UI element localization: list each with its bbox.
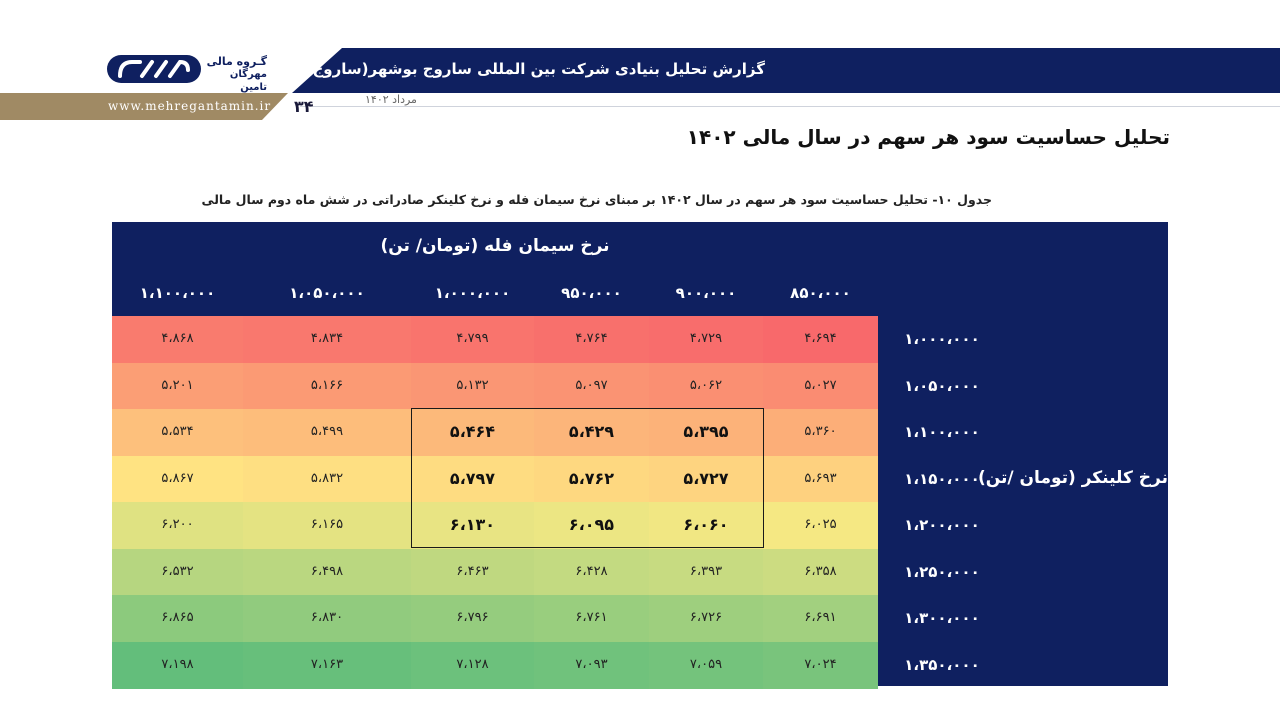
eps-cell: ۵،۸۳۲ [243,456,411,503]
highlighted-eps-cell: ۶،۰۶۰ [649,502,763,549]
eps-cell: ۶،۵۳۲ [112,549,243,596]
row-header: ۱،۲۰۰،۰۰۰ [904,516,980,534]
eps-cell: ۴،۷۹۹ [411,316,534,363]
eps-cell: ۵،۴۹۹ [243,409,411,456]
eps-cell: ۵،۸۶۷ [112,456,243,503]
eps-cell: ۶،۴۹۸ [243,549,411,596]
eps-cell: ۴،۸۶۸ [112,316,243,363]
highlighted-eps-cell: ۵،۷۶۲ [534,456,649,503]
eps-cell: ۵،۳۶۰ [763,409,878,456]
header-divider [300,106,1280,107]
eps-cell: ۵،۰۹۷ [534,363,649,410]
eps-cell: ۷،۱۶۳ [243,642,411,689]
eps-cell: ۶،۷۶۱ [534,595,649,642]
column-header: ۱،۰۰۰،۰۰۰ [434,284,511,302]
eps-cell: ۶،۸۳۰ [243,595,411,642]
eps-cell: ۵،۱۶۶ [243,363,411,410]
eps-cell: ۷،۱۲۸ [411,642,534,689]
column-header: ۱،۰۵۰،۰۰۰ [289,284,365,302]
highlighted-eps-cell: ۵،۳۹۵ [649,409,763,456]
row-header: ۱،۱۰۰،۰۰۰ [904,423,980,441]
sensitivity-table [112,222,1168,686]
column-header: ۸۵۰،۰۰۰ [790,284,851,302]
row-header: ۱،۰۵۰،۰۰۰ [904,376,980,395]
eps-cell: ۴،۷۲۹ [649,316,763,363]
eps-cell: ۵،۶۹۳ [763,456,878,503]
highlighted-eps-cell: ۵،۴۲۹ [534,409,649,456]
company-logo-icon [106,52,202,86]
eps-cell: ۶،۳۵۸ [763,549,878,596]
row-header: ۱،۲۵۰،۰۰۰ [904,562,980,581]
highlighted-eps-cell: ۵،۴۶۴ [411,409,534,456]
report-title: گزارش تحلیل بنیادی شرکت بین المللی ساروج بوشهر(ساروج) [305,60,765,78]
column-header: ۱،۱۰۰،۰۰۰ [139,284,216,302]
page-number: ۳۴ [294,97,314,116]
clinker-price-header: نرخ کلینکر (تومان /تن) [977,468,1168,488]
highlighted-eps-cell: ۶،۱۳۰ [411,502,534,549]
row-header: ۱،۱۵۰،۰۰۰ [904,469,980,488]
eps-cell: ۶،۰۲۵ [763,502,878,549]
eps-cell: ۷،۱۹۸ [112,642,243,689]
highlighted-eps-cell: ۵،۷۲۷ [649,456,763,503]
website-link[interactable]: www.mehregantamin.ir [108,99,272,113]
eps-cell: ۴،۷۶۴ [534,316,649,363]
eps-cell: ۶،۷۲۶ [649,595,763,642]
eps-cell: ۶،۸۶۵ [112,595,243,642]
highlighted-eps-cell: ۶،۰۹۵ [534,502,649,549]
row-header: ۱،۳۰۰،۰۰۰ [904,609,980,627]
eps-cell: ۵،۲۰۱ [112,363,243,410]
eps-cell: ۵،۱۳۲ [411,363,534,410]
eps-cell: ۵،۵۳۴ [112,409,243,456]
table-caption: جدول ۱۰- تحلیل حساسیت سود هر سهم در سال ۱۴۰۲ بر مبنای نرخ سیمان فله و نرخ کلینکر صادراتی در شش ماه دوم سال مالی [201,192,992,207]
eps-cell: ۷،۰۵۹ [649,642,763,689]
eps-cell: ۶،۷۹۶ [411,595,534,642]
eps-cell: ۶،۱۶۵ [243,502,411,549]
eps-cell: ۶،۳۹۳ [649,549,763,596]
eps-cell: ۴،۸۳۴ [243,316,411,363]
column-header: ۹۵۰،۰۰۰ [561,284,622,302]
eps-cell: ۴،۶۹۴ [763,316,878,363]
row-header: ۱،۳۵۰،۰۰۰ [904,655,980,674]
eps-cell: ۵،۰۶۲ [649,363,763,410]
eps-cell: ۶،۶۹۱ [763,595,878,642]
eps-cell: ۶،۲۰۰ [112,502,243,549]
eps-cell: ۷،۰۲۴ [763,642,878,689]
cement-price-header: نرخ سیمان فله (تومان/ تن) [380,236,610,256]
highlighted-eps-cell: ۵،۷۹۷ [411,456,534,503]
eps-cell: ۶،۴۶۳ [411,549,534,596]
eps-cell: ۵،۰۲۷ [763,363,878,410]
row-header: ۱،۰۰۰،۰۰۰ [904,330,980,348]
report-date: مرداد ۱۴۰۲ [365,93,417,106]
eps-cell: ۷،۰۹۳ [534,642,649,689]
column-header: ۹۰۰،۰۰۰ [675,284,737,302]
logo-line-2: مهرگان تامین [229,69,267,93]
logo-text [205,55,267,94]
logo-line-1: گـروه مالی [206,55,267,68]
section-title: تحلیل حساسیت سود هر سهم در سال مالی ۱۴۰۲ [686,125,1170,149]
eps-cell: ۶،۴۲۸ [534,549,649,596]
